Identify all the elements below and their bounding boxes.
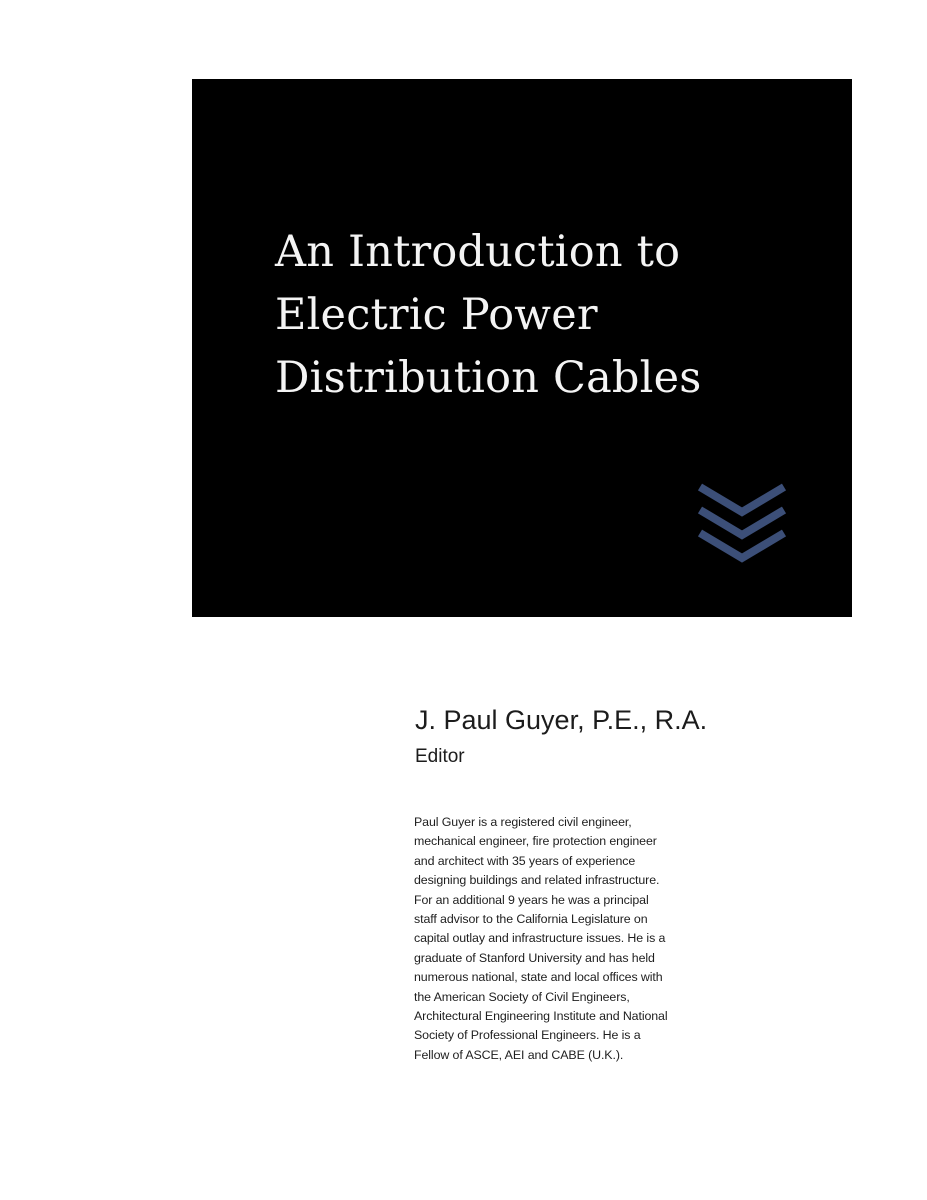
bio-line: For an additional 9 years he was a principal [414, 892, 649, 907]
book-title [275, 221, 835, 410]
bio-line: graduate of Stanford University and has held [414, 950, 655, 965]
author-bio [414, 813, 774, 1065]
bio-line: mechanical engineer, fire protection engineer [414, 834, 657, 849]
bio-line: and architect with 35 years of experience [414, 853, 636, 868]
bio-line: capital outlay and infrastructure issues. He is a [414, 931, 666, 946]
bio-line: staff advisor to the California Legislature on [414, 912, 648, 927]
triple-chevron-down-icon [697, 482, 787, 564]
chevron-stroke [700, 487, 784, 512]
cover-panel [192, 79, 852, 617]
book-title-line: An Introduction to [275, 227, 681, 277]
bio-line: Fellow of ASCE, AEI and CABE (U.K.). [414, 1047, 624, 1062]
book-title-line: Electric Power [275, 290, 598, 340]
bio-line: the American Society of Civil Engineers, [414, 989, 630, 1004]
bio-line: designing buildings and related infrastructure. [414, 873, 660, 888]
bio-line: numerous national, state and local offices with [414, 970, 663, 985]
book-title-line: Distribution Cables [275, 353, 702, 403]
bio-line: Society of Professional Engineers. He is a [414, 1028, 641, 1043]
author-name: J. Paul Guyer, P.E., R.A. [415, 705, 708, 735]
bio-line: Paul Guyer is a registered civil engineer, [414, 815, 632, 829]
bio-line: Architectural Engineering Institute and National [414, 1009, 668, 1024]
author-role: Editor [415, 746, 465, 767]
